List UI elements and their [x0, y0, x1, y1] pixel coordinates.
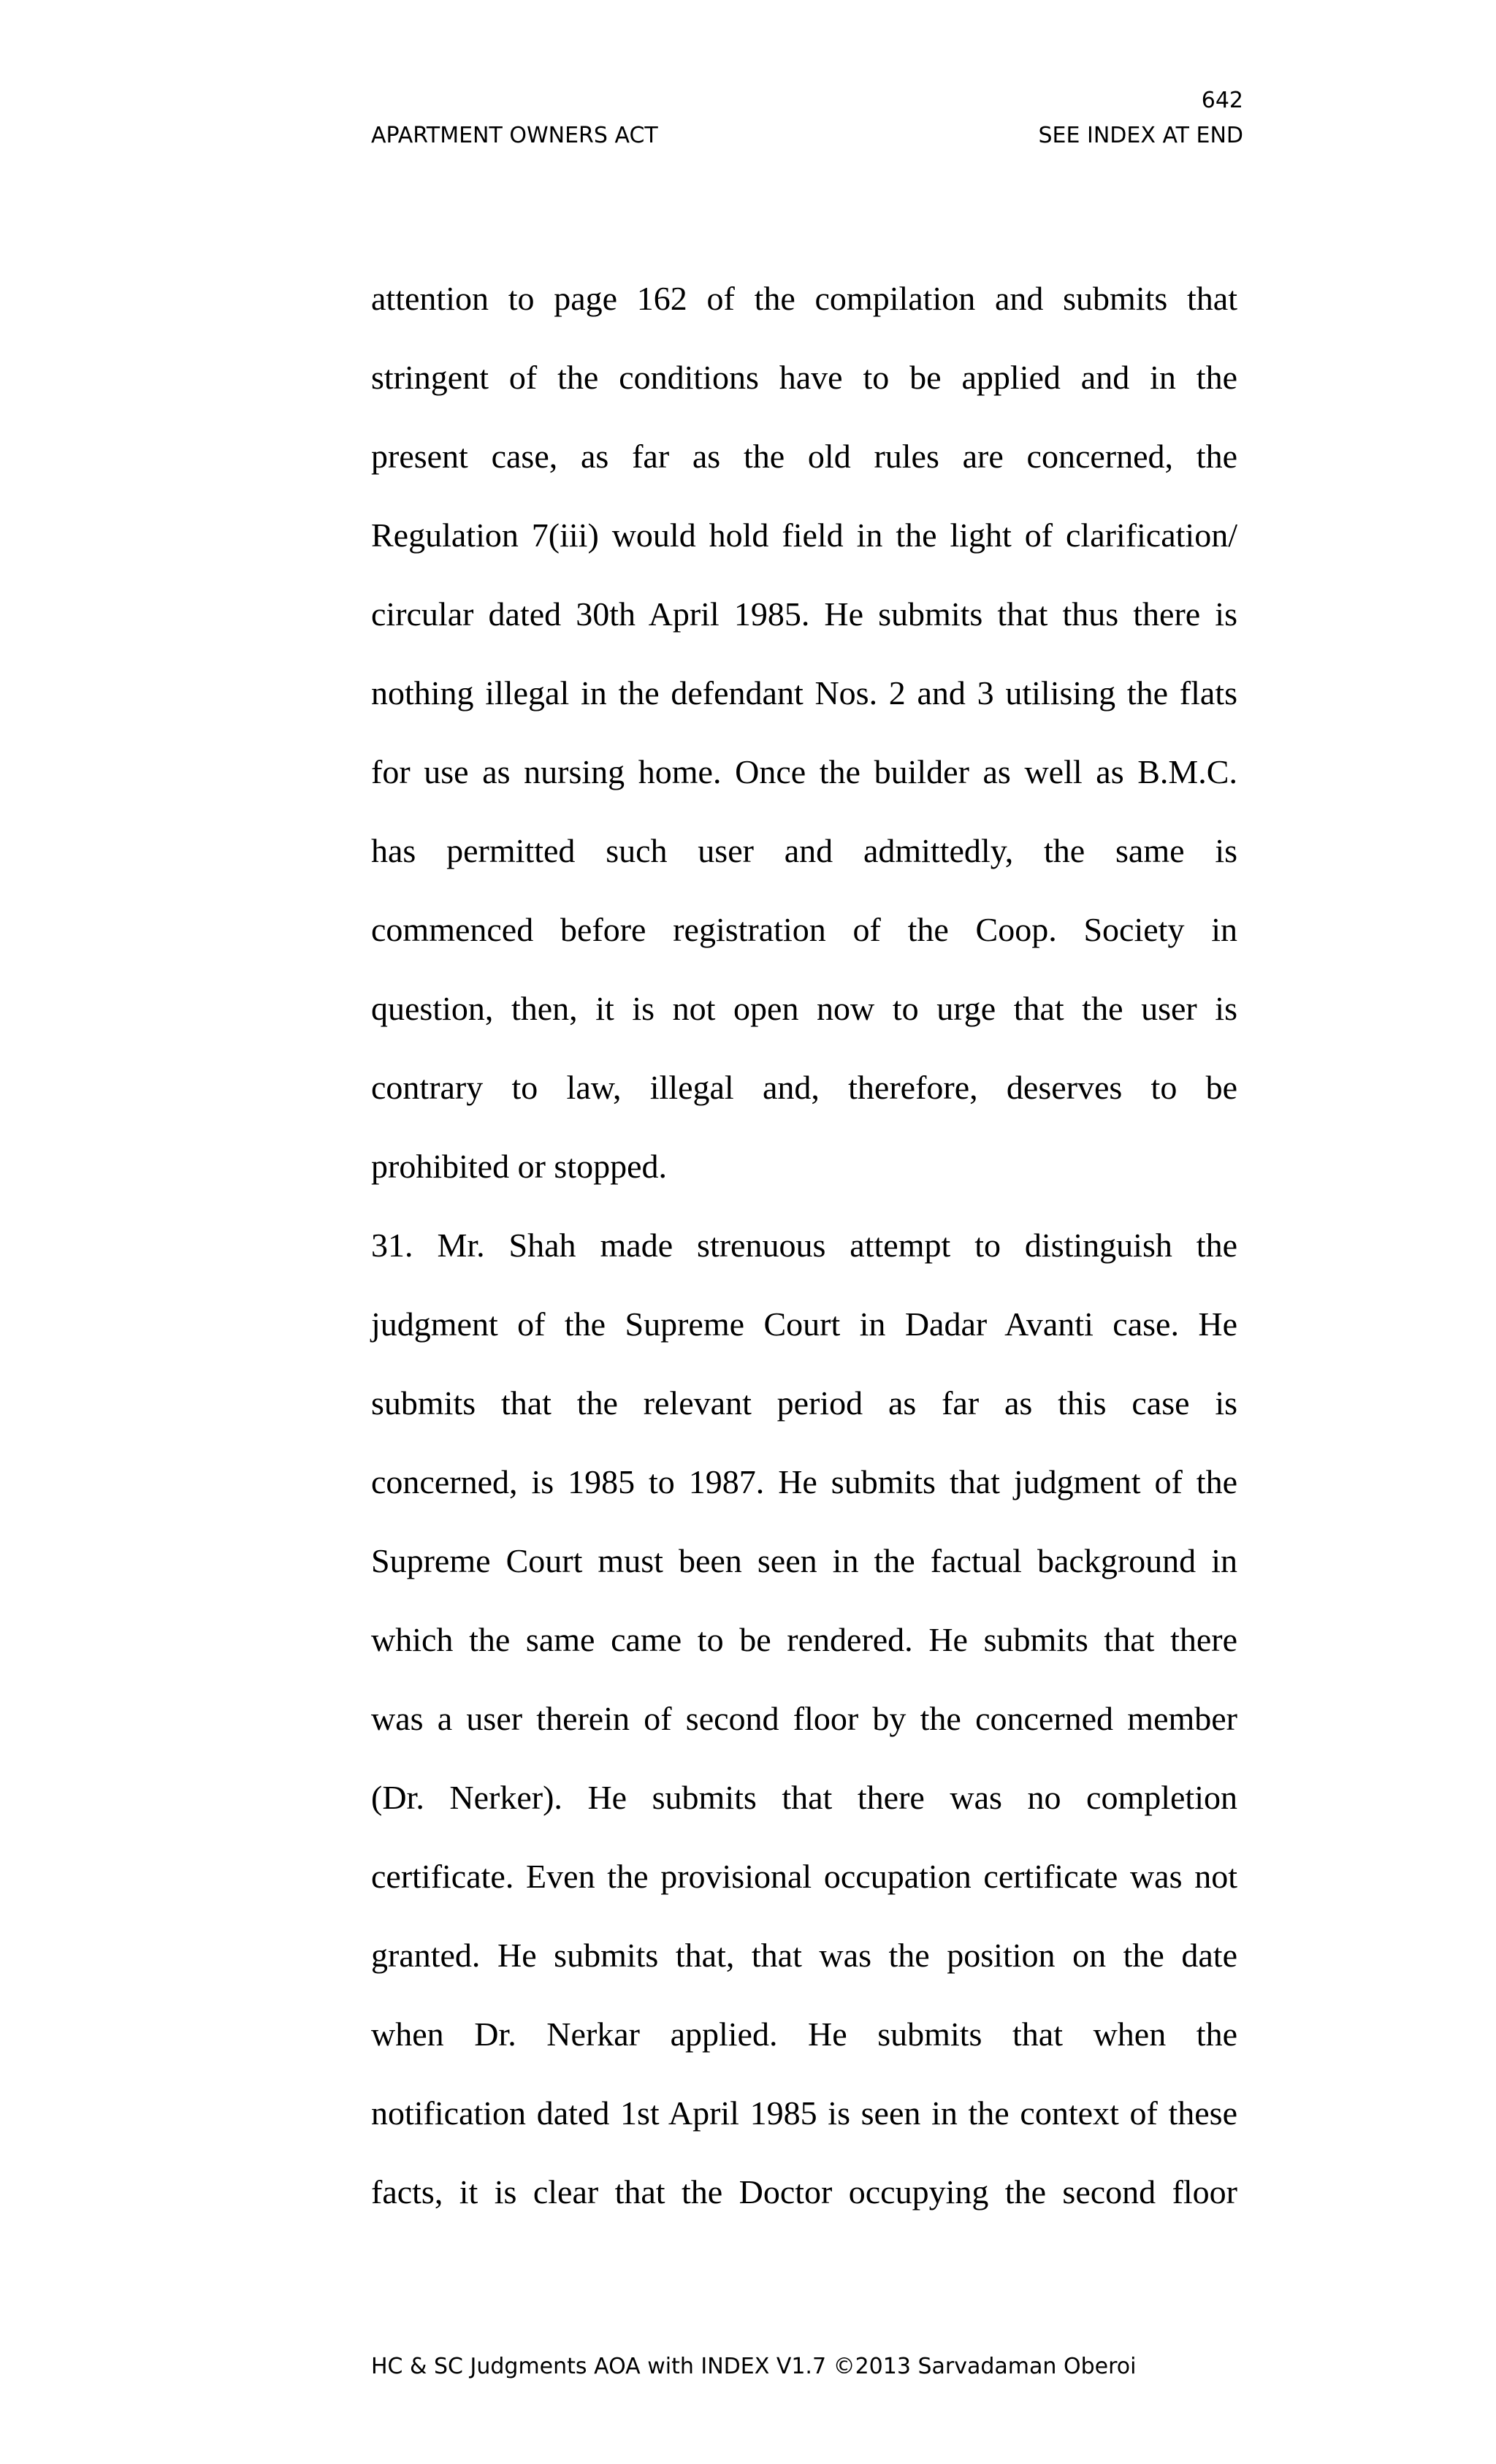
text-line: which the same came to be rendered. He submits that there — [371, 1621, 1237, 1658]
document-body — [371, 259, 1237, 2232]
text-line: present case, as far as the old rules are concerned, the — [371, 438, 1237, 475]
text-line: commenced before registration of the Coop. Society in — [371, 911, 1237, 948]
text-line: submits that the relevant period as far as this case is — [371, 1384, 1237, 1422]
text-line: 31. Mr. Shah made strenuous attempt to distinguish the — [371, 1227, 1237, 1264]
text-line: judgment of the Supreme Court in Dadar Avanti case. He — [371, 1305, 1237, 1343]
text-line: facts, it is clear that the Doctor occupying the second floor — [371, 2173, 1237, 2211]
text-line: Supreme Court must been seen in the factual background in — [371, 1542, 1237, 1579]
text-line: question, then, it is not open now to urge that the user is — [371, 990, 1237, 1027]
text-line: granted. He submits that, that was the position on the date — [371, 1937, 1237, 1974]
text-line: notification dated 1st April 1985 is seen in the context of these — [371, 2094, 1237, 2132]
text-line: when Dr. Nerkar applied. He submits that when the — [371, 2015, 1237, 2053]
text-line: attention to page 162 of the compilation and submits that — [371, 280, 1237, 317]
text-line: prohibited or stopped. — [371, 1148, 667, 1185]
text-line: nothing illegal in the defendant Nos. 2 and 3 utilising the flats — [371, 674, 1237, 712]
header-title: APARTMENT OWNERS ACT — [371, 123, 658, 148]
text-line: (Dr. Nerker). He submits that there was no completion — [371, 1779, 1237, 1816]
text-line: stringent of the conditions have to be applied and in the — [371, 359, 1237, 396]
text-line: concerned, is 1985 to 1987. He submits that judgment of the — [371, 1463, 1237, 1500]
text-line: for use as nursing home. Once the builder as well as B.M.C. — [371, 753, 1237, 790]
text-line: circular dated 30th April 1985. He submits that thus there is — [371, 595, 1237, 633]
text-line: was a user therein of second floor by the concerned member — [371, 1700, 1237, 1737]
page-number: 642 — [1201, 88, 1243, 113]
text-line: Regulation 7(iii) would hold field in the light of clarification/ — [371, 516, 1237, 554]
text-line: certificate. Even the provisional occupation certificate was not — [371, 1858, 1237, 1895]
text-line: contrary to law, illegal and, therefore, deserves to be — [371, 1069, 1237, 1106]
footer-copyright: HC & SC Judgments AOA with INDEX V1.7 ©2013 Sarvadaman Oberoi — [371, 2354, 1137, 2379]
text-line: has permitted such user and admittedly, the same is — [371, 832, 1237, 869]
header-index-note: SEE INDEX AT END — [1038, 123, 1243, 148]
